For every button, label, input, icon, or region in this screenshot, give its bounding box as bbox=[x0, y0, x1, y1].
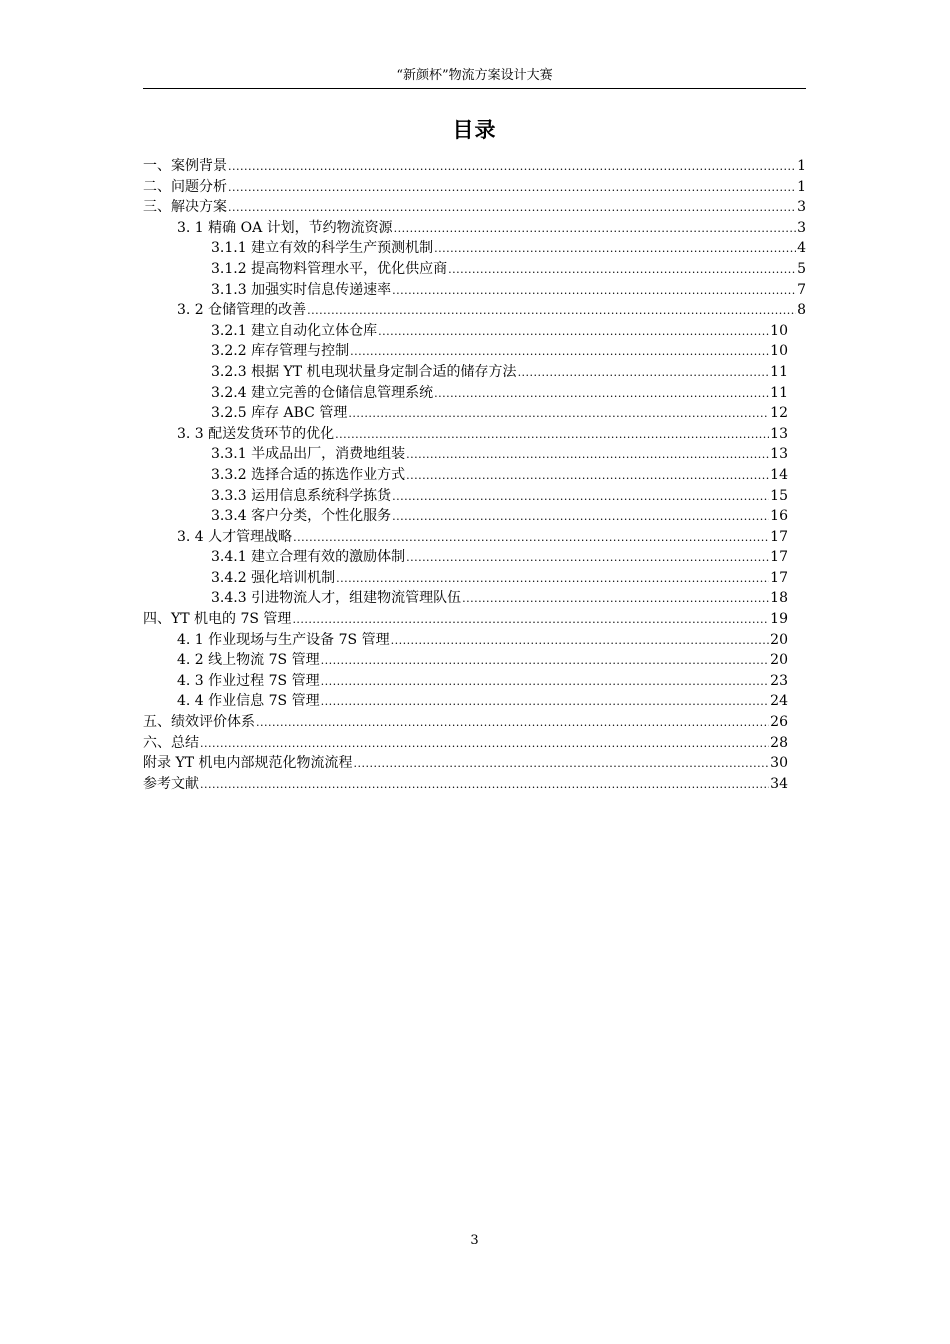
toc-entry-page: 24 bbox=[770, 693, 788, 710]
toc-entry-page: 11 bbox=[770, 363, 788, 380]
toc-entry-page: 34 bbox=[770, 775, 788, 792]
toc-entry-page: 17 bbox=[770, 528, 788, 545]
toc-entry-page: 13 bbox=[770, 425, 788, 442]
toc-dot-leader bbox=[228, 198, 796, 219]
toc-entry-page: 3 bbox=[797, 199, 806, 216]
toc-dot-leader bbox=[256, 713, 769, 734]
toc-entry-page: 7 bbox=[797, 281, 806, 298]
page-title: 目录 bbox=[452, 118, 497, 142]
toc-entry[interactable] bbox=[143, 588, 806, 609]
toc-entry-title: 3.3.1 半成品出厂，消费地组装 bbox=[211, 446, 406, 463]
toc-entry-page: 23 bbox=[770, 672, 788, 689]
toc-entry-page: 17 bbox=[770, 569, 788, 586]
toc-entry-page: 17 bbox=[770, 549, 788, 566]
toc-dot-leader bbox=[434, 239, 796, 260]
toc-dot-leader bbox=[321, 651, 770, 672]
toc-entry-title: 3. 4 人才管理战略 bbox=[177, 528, 293, 545]
toc-entry-page: 5 bbox=[797, 260, 806, 277]
toc-entry[interactable] bbox=[143, 218, 806, 239]
toc-dot-leader bbox=[434, 384, 769, 405]
toc-entry-title: 六、总结 bbox=[143, 734, 199, 751]
toc-dot-leader bbox=[394, 219, 796, 240]
toc-entry-title: 参考文献 bbox=[143, 775, 199, 792]
toc-entry[interactable] bbox=[143, 383, 806, 404]
toc-entry-page: 13 bbox=[770, 446, 788, 463]
toc-entry-page: 1 bbox=[797, 158, 806, 174]
toc-entry-title: 4. 1 作业现场与生产设备 7S 管理 bbox=[177, 631, 390, 648]
toc-entry-page: 8 bbox=[797, 302, 806, 319]
toc-dot-leader bbox=[462, 589, 769, 610]
toc-entry[interactable] bbox=[143, 424, 806, 445]
toc-entry[interactable] bbox=[143, 568, 806, 589]
toc-entry-title: 3.3.2 选择合适的拣选作业方式 bbox=[211, 466, 406, 483]
toc-entry-title: 3.2.1 建立自动化立体仓库 bbox=[211, 322, 378, 339]
toc-dot-leader bbox=[293, 528, 769, 549]
toc-dot-leader bbox=[378, 322, 769, 343]
toc-entry-title: 3.4.3 引进物流人才，组建物流管理队伍 bbox=[211, 590, 462, 607]
toc-entry[interactable] bbox=[143, 547, 806, 568]
toc-entry-title: 3.3.4 客户分类，个性化服务 bbox=[211, 508, 392, 525]
toc-dot-leader bbox=[448, 260, 796, 281]
toc-entry[interactable] bbox=[143, 774, 806, 795]
toc-entry[interactable] bbox=[143, 259, 806, 280]
toc-entry-title: 一、案例背景 bbox=[143, 158, 227, 174]
toc-dot-leader bbox=[348, 404, 769, 425]
toc-entry-title: 附录 YT 机电内部规范化物流流程 bbox=[143, 755, 353, 772]
toc-entry-title: 3.1.2 提高物料管理水平，优化供应商 bbox=[211, 260, 448, 277]
toc-entry-title: 3.2.4 建立完善的仓储信息管理系统 bbox=[211, 384, 434, 401]
toc-dot-leader bbox=[406, 466, 769, 487]
toc-entry-title: 二、问题分析 bbox=[143, 178, 227, 195]
toc-entry[interactable] bbox=[143, 156, 806, 177]
toc-entry-page: 20 bbox=[770, 631, 788, 648]
toc-entry-page: 20 bbox=[770, 652, 788, 669]
toc-entry-page: 19 bbox=[770, 611, 788, 628]
toc-entry[interactable] bbox=[143, 403, 806, 424]
toc-entry-page: 30 bbox=[770, 755, 788, 772]
toc-entry[interactable] bbox=[143, 753, 806, 774]
toc-entry-title: 3. 1 精确 OA 计划，节约物流资源 bbox=[177, 219, 393, 236]
toc-entry-page: 28 bbox=[770, 734, 788, 751]
toc-entry[interactable] bbox=[143, 362, 806, 383]
toc-entry-title: 3.2.3 根据 YT 机电现状量身定制合适的储存方法 bbox=[211, 363, 517, 380]
toc-entry[interactable] bbox=[143, 630, 806, 651]
toc-dot-leader bbox=[321, 672, 770, 693]
toc-entry[interactable] bbox=[143, 300, 806, 321]
toc-entry[interactable] bbox=[143, 712, 806, 733]
toc-entry[interactable] bbox=[143, 733, 806, 754]
toc-entry-page: 15 bbox=[770, 487, 788, 504]
toc-entry[interactable] bbox=[143, 341, 806, 362]
toc-entry[interactable] bbox=[143, 321, 806, 342]
toc-entry-title: 4. 2 线上物流 7S 管理 bbox=[177, 652, 320, 669]
toc-entry-title: 3.2.2 库存管理与控制 bbox=[211, 343, 350, 360]
page-header bbox=[143, 66, 806, 89]
toc-dot-leader bbox=[392, 507, 769, 528]
toc-dot-leader bbox=[335, 425, 769, 446]
toc-dot-leader bbox=[406, 445, 769, 466]
toc-dot-leader bbox=[292, 610, 769, 631]
toc-entry[interactable] bbox=[143, 177, 806, 198]
toc-entry-page: 26 bbox=[770, 714, 788, 731]
toc-entry-page: 4 bbox=[797, 240, 806, 257]
toc-entry-title: 3.1.1 建立有效的科学生产预测机制 bbox=[211, 240, 434, 257]
toc-entry-page: 16 bbox=[770, 508, 788, 525]
table-of-contents bbox=[143, 156, 806, 794]
toc-entry-title: 五、绩效评价体系 bbox=[143, 714, 255, 731]
toc-dot-leader bbox=[336, 569, 769, 590]
toc-dot-leader bbox=[307, 301, 796, 322]
toc-dot-leader bbox=[392, 487, 769, 508]
toc-entry-page: 11 bbox=[770, 384, 788, 401]
toc-entry-title: 四、YT 机电的 7S 管理 bbox=[143, 611, 292, 628]
toc-entry[interactable] bbox=[143, 609, 806, 630]
toc-entry-title: 3. 3 配送发货环节的优化 bbox=[177, 425, 335, 442]
toc-entry[interactable] bbox=[143, 280, 806, 301]
toc-entry-title: 4. 4 作业信息 7S 管理 bbox=[177, 693, 320, 710]
toc-entry-title: 3.3.3 运用信息系统科学拣货 bbox=[211, 487, 392, 504]
toc-entry-page: 10 bbox=[770, 343, 788, 360]
toc-entry[interactable] bbox=[143, 444, 806, 465]
toc-entry-page: 1 bbox=[797, 178, 806, 195]
toc-dot-leader bbox=[228, 157, 796, 178]
toc-entry-title: 3.4.2 强化培训机制 bbox=[211, 569, 336, 586]
toc-dot-leader bbox=[200, 775, 769, 796]
toc-entry[interactable] bbox=[143, 691, 806, 712]
toc-entry[interactable] bbox=[143, 238, 806, 259]
toc-entry[interactable] bbox=[143, 650, 806, 671]
toc-entry-title: 4. 3 作业过程 7S 管理 bbox=[177, 672, 320, 689]
toc-entry-page: 14 bbox=[770, 466, 788, 483]
toc-dot-leader bbox=[391, 631, 770, 652]
toc-entry-title: 3.2.5 库存 ABC 管理 bbox=[211, 405, 348, 422]
toc-entry[interactable] bbox=[143, 671, 806, 692]
toc-dot-leader bbox=[406, 548, 769, 569]
toc-entry[interactable] bbox=[143, 465, 806, 486]
toc-entry-title: 3.4.1 建立合理有效的激励体制 bbox=[211, 549, 406, 566]
toc-dot-leader bbox=[353, 754, 769, 775]
toc-entry[interactable] bbox=[143, 197, 806, 218]
toc-entry[interactable] bbox=[143, 486, 806, 507]
toc-entry-page: 10 bbox=[770, 322, 788, 339]
toc-dot-leader bbox=[392, 281, 796, 302]
toc-entry-page: 12 bbox=[770, 405, 788, 422]
toc-dot-leader bbox=[518, 363, 770, 384]
toc-entry-title: 3.1.3 加强实时信息传递速率 bbox=[211, 281, 392, 298]
toc-entry-title: 三、解决方案 bbox=[143, 199, 227, 216]
toc-entry-title: 3. 2 仓储管理的改善 bbox=[177, 302, 307, 319]
toc-entry[interactable] bbox=[143, 506, 806, 527]
toc-dot-leader bbox=[200, 734, 769, 755]
toc-entry-page: 3 bbox=[797, 219, 806, 236]
toc-dot-leader bbox=[228, 178, 796, 199]
toc-dot-leader bbox=[350, 342, 769, 363]
toc-entry-page: 18 bbox=[770, 590, 788, 607]
header-text: “新颜杯”物流方案设计大赛 bbox=[396, 68, 553, 83]
toc-dot-leader bbox=[321, 692, 770, 713]
toc-entry[interactable] bbox=[143, 527, 806, 548]
page-number: 3 bbox=[470, 1233, 479, 1248]
